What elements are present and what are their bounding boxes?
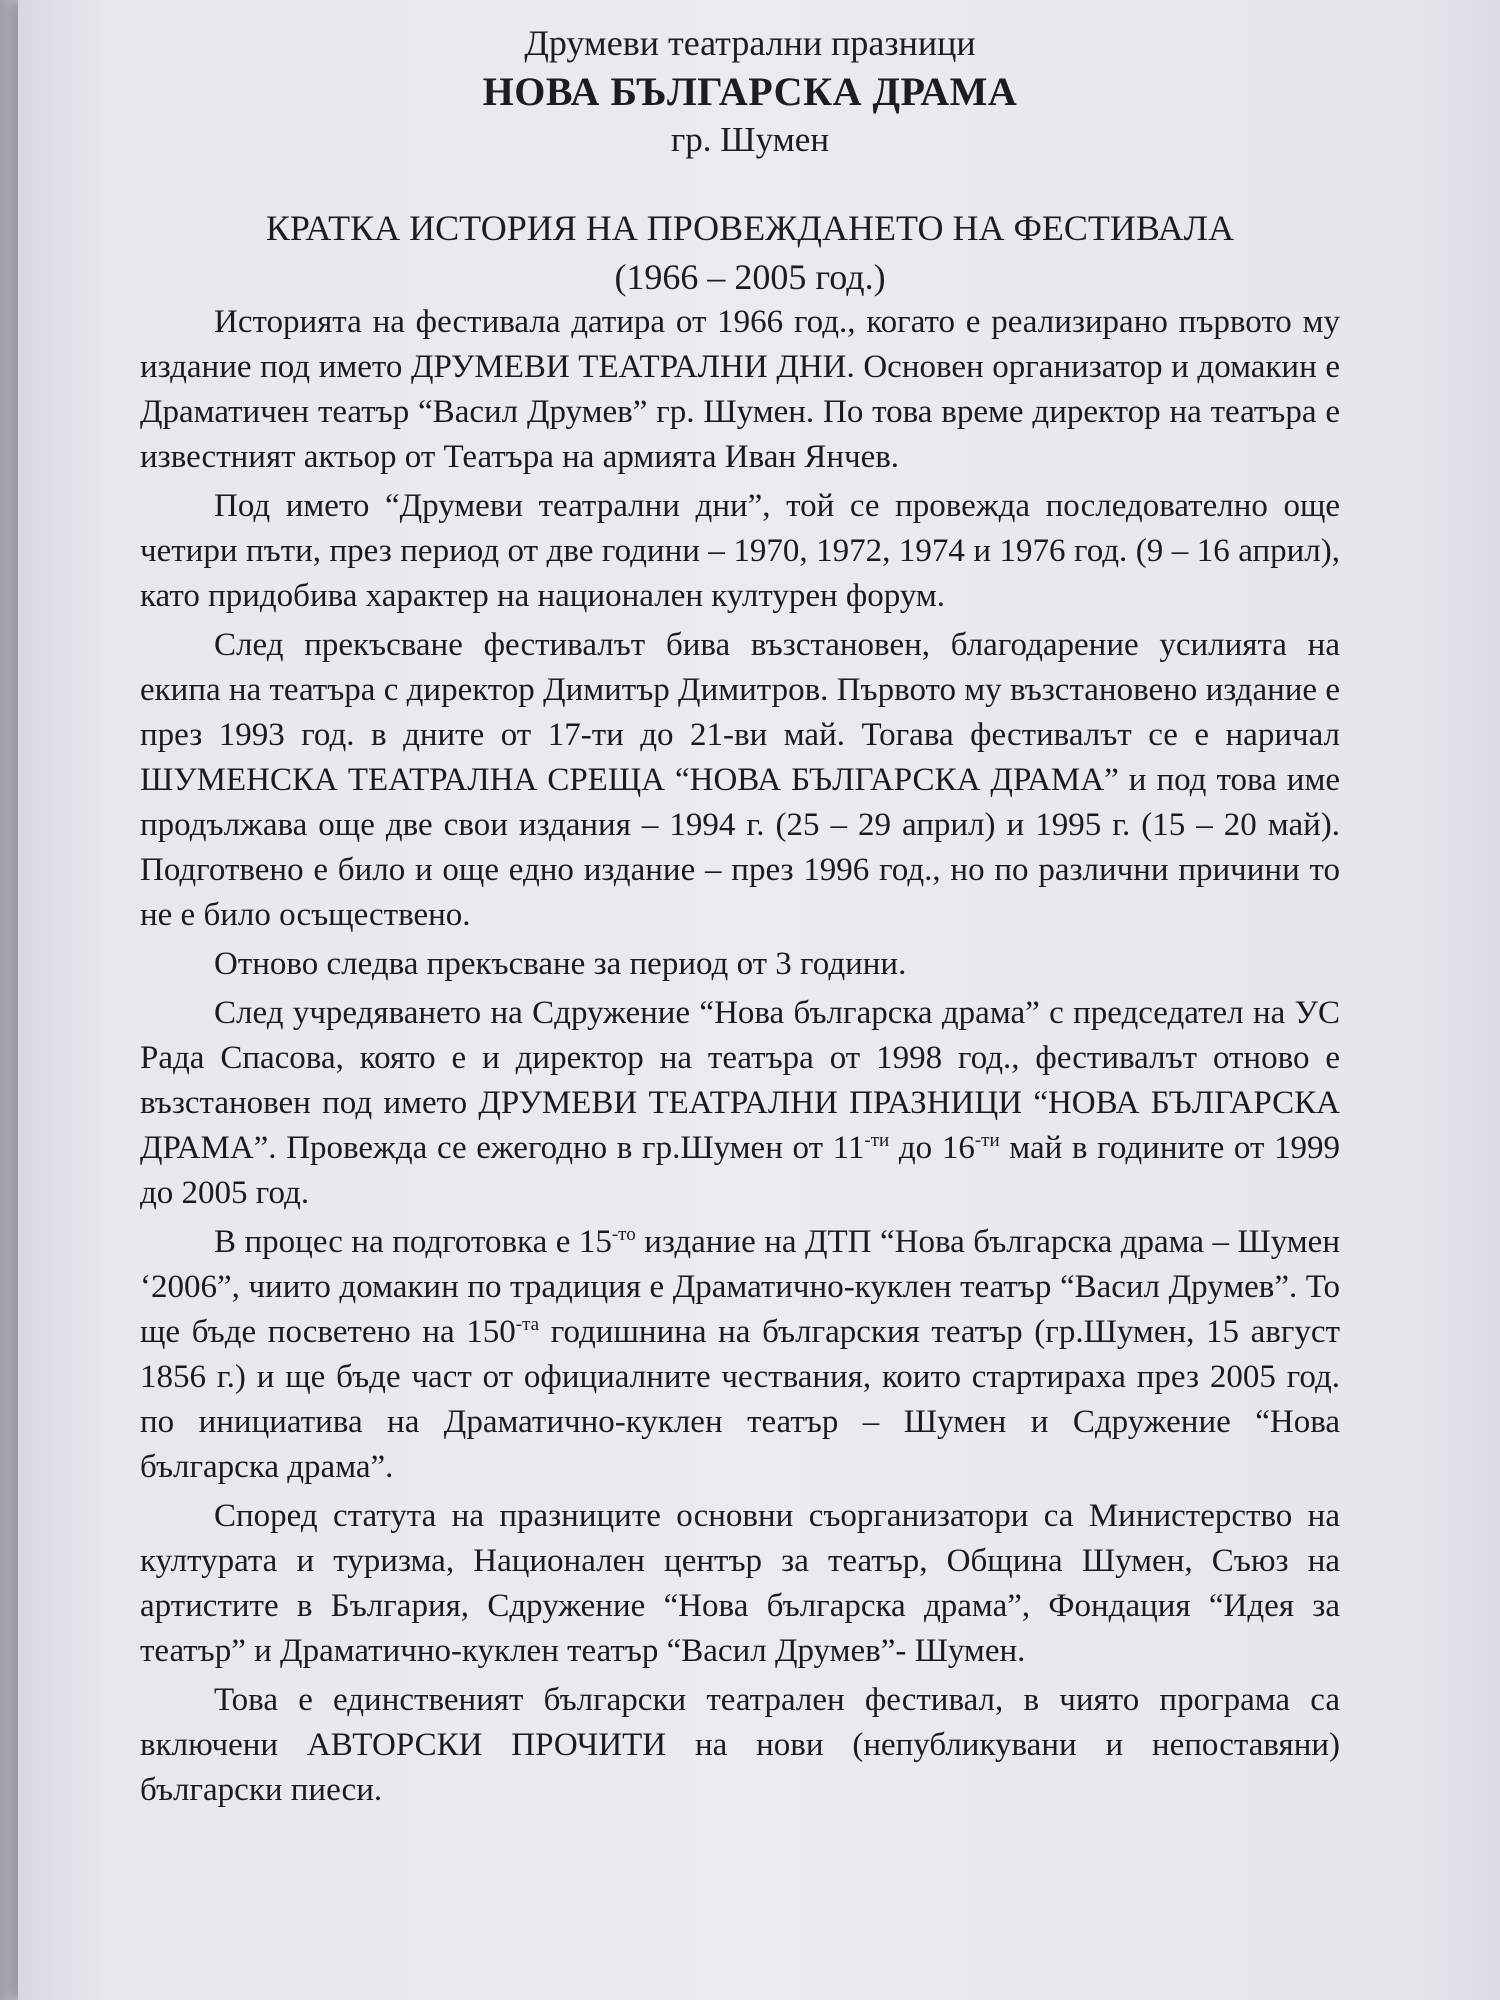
article-body xyxy=(140,300,1340,1817)
paragraph-history-start: Историята на фестивала датира от 1966 год., когато е реализирано първото му издание под името ДРУМЕВИ ТЕАТРАЛНИ ДНИ. Основен организатор и домакин е Драматичен театър “Васил Друмев” гр. Шумен. По това време директор на театъра е известният актьор от Театъра на армията Иван Янчев. xyxy=(140,304,1340,475)
text-segment: май в годините от 1999 до 2005 год. xyxy=(140,1130,1341,1211)
text-segment: В процес на подготовка е 15 xyxy=(214,1224,612,1260)
city-label: гр. Шумен xyxy=(670,120,830,159)
text-segment: След учредяването на Сдружение “Нова българска драма” с председател на УС Рада Спасова, която е и директор на театъра от 1998 год., фестивалът отново е възстановен под името ДРУМЕВИ ТЕАТРАЛНИ ПРАЗНИЦИ “НОВА БЪЛГАРСКА ДРАМА”. Провежда се ежегодно в гр.Шумен от 11 xyxy=(140,995,1340,1166)
superscript: -ти xyxy=(974,1130,1000,1151)
paragraph-association xyxy=(140,991,1340,1216)
text-segment: до 16 xyxy=(889,1130,975,1166)
section-period: (1966 – 2005 год.) xyxy=(614,257,886,297)
text-segment: годишнина на българския театър (гр.Шумен, 15 август 1856 г.) и ще бъде част от официалните чествания, които стартираха през 2005 год. по инициатива на Драматично-куклен театър – Шумен и Сдружение “Нова българска драма”. xyxy=(140,1314,1340,1485)
superscript: -та xyxy=(515,1314,540,1335)
superscript: -то xyxy=(611,1224,636,1245)
section-heading: КРАТКА ИСТОРИЯ НА ПРОВЕЖДАНЕТО НА ФЕСТИВАЛА xyxy=(265,208,1235,248)
paragraph-druemvi-days: Под името “Друмеви театрални дни”, той се провежда последователно още четири пъти, през период от две години – 1970, 1972, 1974 и 1976 год. (9 – 16 април), като придобива характер на национален културен форум. xyxy=(140,488,1340,614)
paragraph-restoration: След прекъсване фестивалът бива възстановен, благодарение усилията на екипа на театъра с директор Димитър Димитров. Първото му възстановено издание е през 1993 год. в дните от 17-ти до 21-ви май. Тогава фестивалът се е наричал ШУМЕНСКА ТЕАТРАЛНА СРЕЩА “НОВА БЪЛГАРСКА ДРАМА” и под това име продължава още две свои издания – 1994 г. (25 – 29 април) и 1995 г. (15 – 20 май). Подготвено е било и още едно издание – през 1996 год., но по различни причини то не е било осъществено. xyxy=(140,627,1340,933)
text-segment: издание на ДТП “Нова българска драма – Шумен ‘2006”, чиито домакин по традиция е Драматично-куклен театър “Васил Друмев”. То ще бъде посветено на 150 xyxy=(140,1224,1340,1350)
page-edge-shadow xyxy=(0,0,18,2000)
festival-title: НОВА БЪЛГАРСКА ДРАМА xyxy=(482,69,1018,114)
paragraph-unique-festival: Това е единственият български театрален фестивал, в чиято програма са включени АВТОРСКИ ПРОЧИТИ на нови (непубликувани и непоставяни) български пиеси. xyxy=(140,1682,1340,1808)
paragraph-co-organizers: Според статута на празниците основни съорганизатори са Министерство на културата и туризма, Национален център за театър, Община Шумен, Съюз на артистите в България, Сдружение “Нова българска драма”, Фондация “Идея за театър” и Драматично-куклен театър “Васил Друмев”- Шумен. xyxy=(140,1498,1340,1669)
festival-name: Друмеви театрални празници xyxy=(524,23,976,63)
paragraph-interruption: Отново следва прекъсване за период от 3 години. xyxy=(214,946,907,982)
superscript: -ти xyxy=(864,1130,890,1151)
paragraph-15th-edition xyxy=(140,1220,1340,1490)
